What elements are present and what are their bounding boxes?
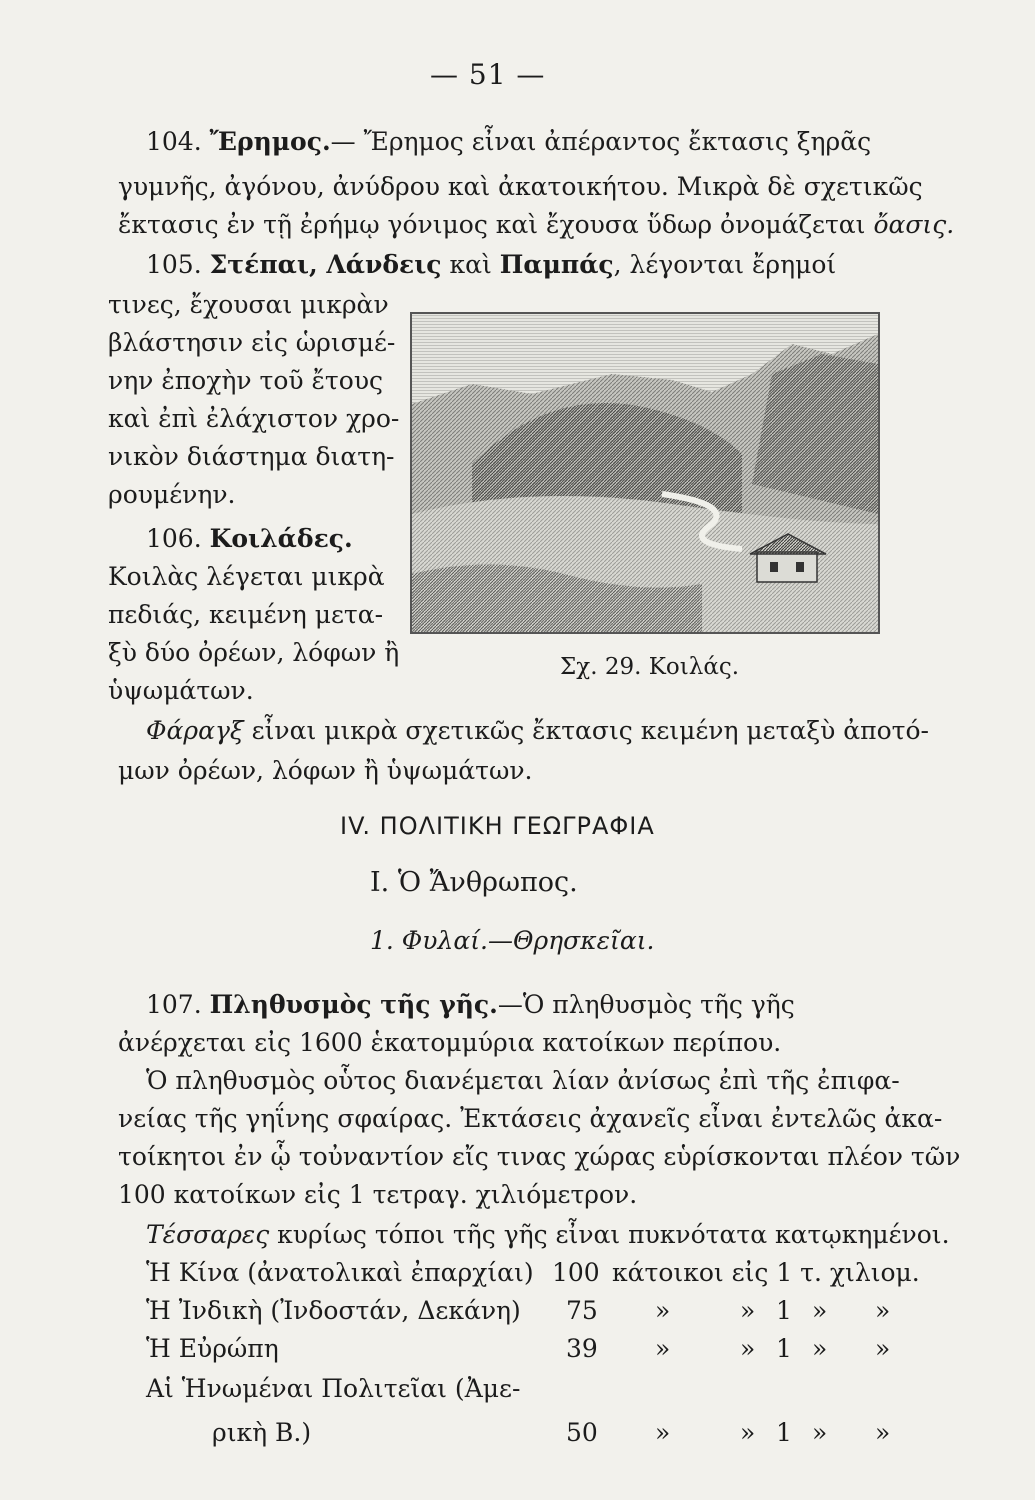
section-105-and: καὶ [441, 250, 500, 279]
pharanx-line-1-rest: εἶναι μικρὰ σχετικῶς ἔκτασις κειμένη μεταξὺ ἀποτό- [243, 716, 929, 745]
density-one: 1 [776, 1296, 792, 1325]
density-row [0, 1334, 1035, 1366]
density-place: Ἡ Κίνα (ἀνατολικαὶ ἐπαρχίαι) [146, 1258, 534, 1287]
ditto-mark: » [875, 1296, 891, 1325]
density-place: Ἡ Ἰνδικὴ (Ἰνδοστάν, Δεκάνη) [146, 1296, 521, 1325]
ditto-mark: » [812, 1418, 828, 1447]
section-106-line-3: πεδιάς, κειμένη μετα- [108, 600, 384, 629]
section-title: I. Ὁ Ἄνθρωπος. [370, 867, 578, 898]
section-105-line-4: νην ἐποχὴν τοῦ ἔτους [108, 366, 384, 395]
density-row [0, 1418, 1035, 1450]
four-term: Τέσσαρες [146, 1220, 270, 1249]
section-107-first-line [146, 990, 795, 1020]
section-106-line-4: ξὺ δύο ὀρέων, λόφων ἢ [108, 638, 400, 667]
section-105-line-5: καὶ ἐπὶ ἐλάχιστον χρο- [108, 404, 400, 433]
section-107-label: 107. [146, 990, 210, 1019]
pharanx-term: Φάραγξ [146, 716, 244, 745]
section-106-label: 106. [146, 524, 210, 553]
density-one: 1 [776, 1418, 792, 1447]
ditto-mark: » [740, 1296, 756, 1325]
density-value: 50 [566, 1418, 598, 1447]
ditto-mark: » [875, 1334, 891, 1363]
chapter-title: IV. ΠΟΛΙΤΙΚΗ ΓΕΩΓΡΑΦΙΑ [340, 812, 655, 840]
section-107-line-3: Ὁ πληθυσμὸς οὗτος διανέμεται λίαν ἀνίσως ἐπὶ τῆς ἐπιφα- [146, 1066, 900, 1095]
density-row [0, 1374, 1035, 1406]
density-unit: κάτοικοι εἰς 1 τ. χιλιομ. [612, 1258, 920, 1287]
density-place: Ἡ Εὐρώπη [146, 1334, 279, 1363]
density-one: 1 [776, 1334, 792, 1363]
density-value: 75 [566, 1296, 598, 1325]
ditto-mark: » [655, 1334, 671, 1363]
section-106-line-2: Κοιλὰς λέγεται μικρὰ [108, 562, 385, 591]
valley-engraving-image [412, 314, 878, 632]
four-rest: κυρίως τόποι τῆς γῆς εἶναι πυκνότατα κατῳκημένοι. [269, 1220, 950, 1249]
section-104-first-line [146, 127, 871, 157]
section-105-term2: Παμπάς [499, 250, 614, 279]
section-106-term: Κοιλάδες. [209, 524, 353, 553]
ditto-mark: » [740, 1418, 756, 1447]
ditto-mark: » [812, 1334, 828, 1363]
section-106-line-5: ὑψωμάτων. [108, 676, 254, 705]
section-106-first-line [146, 524, 353, 554]
valley-illustration [410, 312, 880, 634]
section-104-text-line-3-main: ἔκτασις ἐν τῇ ἐρήμῳ γόνιμος καὶ ἔχουσα ὕδωρ ὀνομάζεται [118, 210, 874, 239]
pharanx-line-1 [146, 716, 929, 746]
section-107-line-4: νείας τῆς γηΐνης σφαίρας. Ἐκτάσεις ἀχανεῖς εἶναι ἐντελῶς ἀκα- [118, 1104, 943, 1133]
pharanx-line-2: μων ὀρέων, λόφων ἢ ὑψωμάτων. [118, 756, 533, 785]
density-value: 100 [552, 1258, 600, 1287]
section-105-line-7: ρουμένην. [108, 480, 236, 509]
section-105-terms: Στέπαι, Λάνδεις [209, 250, 442, 279]
section-105-line-2: τινες, ἔχουσαι μικρὰν [108, 290, 389, 319]
section-105-line1-rest: , λέγονται ἔρημοί [613, 250, 837, 279]
section-107-line-2: ἀνέρχεται εἰς 1600 ἑκατομμύρια κατοίκων περίπου. [118, 1028, 782, 1057]
page-number: — 51 — [430, 58, 546, 91]
density-row [0, 1258, 1035, 1290]
density-place: Αἱ Ἡνωμέναι Πολιτεῖαι (Ἀμε- [146, 1374, 521, 1403]
ditto-mark: » [740, 1334, 756, 1363]
section-107-line-7 [146, 1220, 950, 1250]
section-104-text-line-1: — Ἔρημος εἶναι ἀπέραντος ἔκτασις ξηρᾶς [330, 127, 872, 156]
section-105-line-3: βλάστησιν εἰς ὡρισμέ- [108, 328, 396, 357]
section-107-line-6: 100 κατοίκων εἰς 1 τετραγ. χιλιόμετρον. [118, 1180, 638, 1209]
section-105-line-6: νικὸν διάστημα διατη- [108, 442, 395, 471]
section-104-label: 104. [146, 127, 210, 156]
figure-caption: Σχ. 29. Κοιλάς. [560, 654, 740, 680]
ditto-mark: » [655, 1296, 671, 1325]
section-107-line-5: τοίκητοι ἐν ᾧ τοὐναντίον εἴς τινας χώρας εὑρίσκονται πλέον τῶν [118, 1142, 961, 1171]
density-value: 39 [566, 1334, 598, 1363]
section-104-text-line-3 [118, 210, 954, 240]
section-105-first-line [146, 250, 836, 280]
density-row [0, 1296, 1035, 1328]
ditto-mark: » [655, 1418, 671, 1447]
section-107-term: Πληθυσμὸς τῆς γῆς. [209, 990, 498, 1019]
ditto-mark: » [812, 1296, 828, 1325]
section-104-text-line-2: γυμνῆς, ἀγόνου, ἀνύδρου καὶ ἀκατοικήτου. Μικρὰ δὲ σχετικῶς [118, 172, 923, 201]
density-place-continued: ρικὴ Β.) [212, 1418, 312, 1447]
section-105-label: 105. [146, 250, 210, 279]
section-107-line1-rest: —Ὁ πληθυσμὸς τῆς γῆς [497, 990, 795, 1019]
ditto-mark: » [875, 1418, 891, 1447]
oasis-term: ὄασις. [873, 210, 955, 239]
subsection-title: 1. Φυλαί.—Θρησκεῖαι. [370, 926, 655, 955]
section-104-term: Ἔρημος. [209, 127, 331, 156]
